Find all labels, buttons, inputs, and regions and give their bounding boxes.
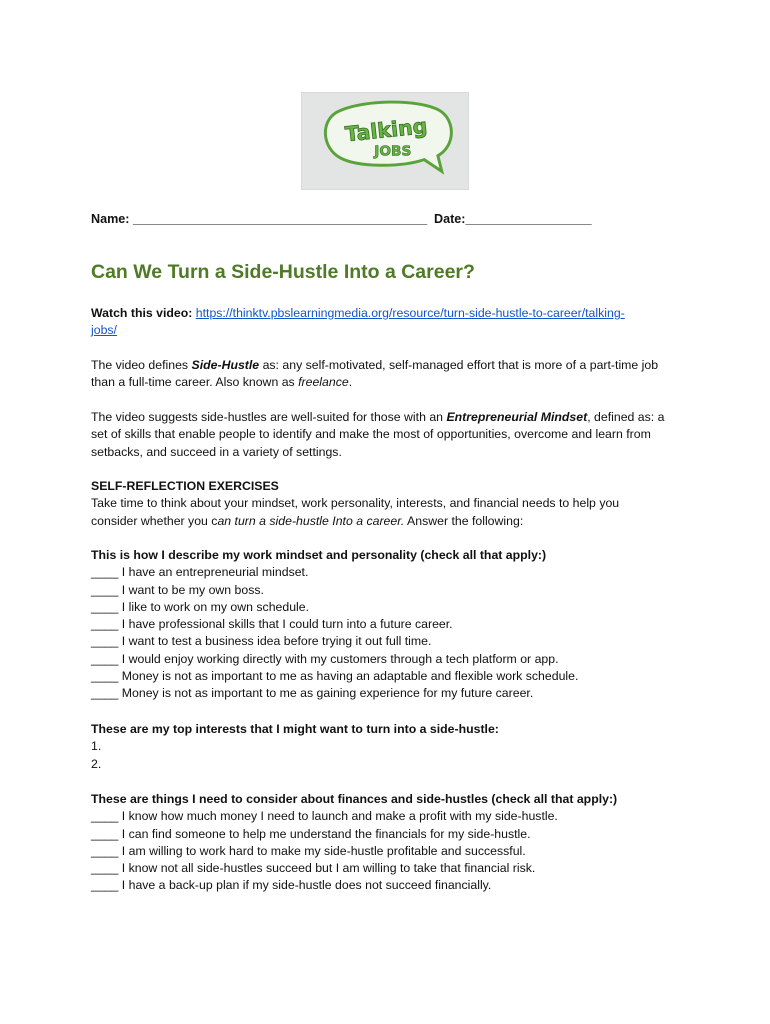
side-hustle-definition bbox=[91, 357, 691, 392]
checklist-item[interactable]: ____ I have professional skills that I could turn into a future career. bbox=[91, 617, 453, 632]
interests-heading: These are my top interests that I might want to turn into a side-hustle: bbox=[91, 722, 499, 736]
mindset-definition bbox=[91, 409, 691, 461]
interests-section bbox=[91, 721, 691, 773]
checklist-item[interactable]: ____ I can find someone to help me understand the financials for my side-hustle. bbox=[91, 826, 531, 841]
date-label: Date: bbox=[434, 212, 466, 226]
checklist-item[interactable]: ____ I would enjoy working directly with my customers through a tech platform or app. bbox=[91, 651, 559, 666]
mindset-term: Entrepreneurial Mindset bbox=[446, 410, 588, 424]
name-field[interactable]: __________________________________________ bbox=[133, 212, 428, 226]
checklist-item[interactable]: ____ I want to be my own boss. bbox=[91, 582, 264, 597]
finances-section bbox=[91, 791, 691, 895]
speech-bubble-logo-icon bbox=[302, 93, 468, 189]
checklist-item[interactable]: ____ I have a back-up plan if my side-hustle does not succeed financially. bbox=[91, 878, 492, 893]
checklist-item[interactable]: ____ I am willing to work hard to make my side-hustle profitable and successful. bbox=[91, 843, 526, 858]
logo-line1: Talking bbox=[344, 113, 429, 147]
talking-jobs-logo bbox=[301, 92, 469, 190]
name-date-row bbox=[91, 211, 691, 228]
checklist-item[interactable]: ____ I want to test a business idea before trying it out full time. bbox=[91, 634, 432, 649]
def-text: The video defines bbox=[91, 358, 192, 372]
interest-item[interactable]: 2. bbox=[91, 756, 102, 771]
personality-heading: This is how I describe my work mindset and personality (check all that apply:) bbox=[91, 548, 547, 562]
video-link-continued[interactable]: jobs/ bbox=[91, 323, 117, 338]
checklist-item[interactable]: ____ I know how much money I need to launch and make a profit with my side-hustle. bbox=[91, 809, 558, 824]
freelance-term: freelance bbox=[298, 375, 349, 390]
def-text: setbacks, and succeed in a variety of settings. bbox=[91, 444, 342, 459]
checklist-item[interactable]: ____ I know not all side-hustles succeed but I am willing to take that financial risk. bbox=[91, 861, 536, 876]
interest-item[interactable]: 1. bbox=[91, 739, 102, 754]
video-label: Watch this video: bbox=[91, 306, 193, 320]
checklist-item[interactable]: ____ Money is not as important to me as having an adaptable and flexible work schedule. bbox=[91, 669, 579, 684]
exercises-text: Take time to think about your mindset, work personality, interests, and financial needs to help you bbox=[91, 496, 620, 511]
def-text: The video suggests side-hustles are well-suited for those with an bbox=[91, 410, 447, 424]
def-text: as: any self-motivated, self-managed effort that is more of a part-time job bbox=[259, 358, 659, 372]
exercises-italic: an turn a side-hustle Into a career. bbox=[217, 513, 405, 528]
side-hustle-term: Side-Hustle bbox=[191, 358, 260, 372]
checklist-item[interactable]: ____ Money is not as important to me as gaining experience for my future career. bbox=[91, 686, 534, 701]
def-text: , defined as: a bbox=[587, 410, 665, 424]
video-link[interactable]: https://thinktv.pbslearningmedia.org/resource/turn-side-hustle-to-career/talking- bbox=[195, 306, 625, 320]
name-label: Name: bbox=[91, 212, 130, 226]
exercises-text: Answer the following: bbox=[404, 513, 524, 528]
exercises-heading: SELF-REFLECTION EXERCISES bbox=[91, 479, 279, 493]
date-field[interactable]: __________________ bbox=[465, 212, 592, 226]
checklist-item[interactable]: ____ I have an entrepreneurial mindset. bbox=[91, 565, 309, 580]
checklist-item[interactable]: ____ I like to work on my own schedule. bbox=[91, 599, 310, 614]
exercises-text: consider whether you c bbox=[91, 513, 218, 528]
personality-section bbox=[91, 547, 691, 703]
def-text: set of skills that enable people to identify and make the most of opportunities, overcome and learn from bbox=[91, 427, 651, 442]
logo-line2: JOBS bbox=[374, 143, 412, 160]
def-text: than a full-time career. Also known as bbox=[91, 375, 299, 390]
page-title: Can We Turn a Side-Hustle Into a Career? bbox=[91, 261, 475, 283]
video-section bbox=[91, 305, 691, 340]
def-text: . bbox=[348, 375, 353, 390]
exercises-section bbox=[91, 478, 691, 530]
finances-heading: These are things I need to consider about finances and side-hustles (check all that apply:) bbox=[91, 792, 618, 806]
